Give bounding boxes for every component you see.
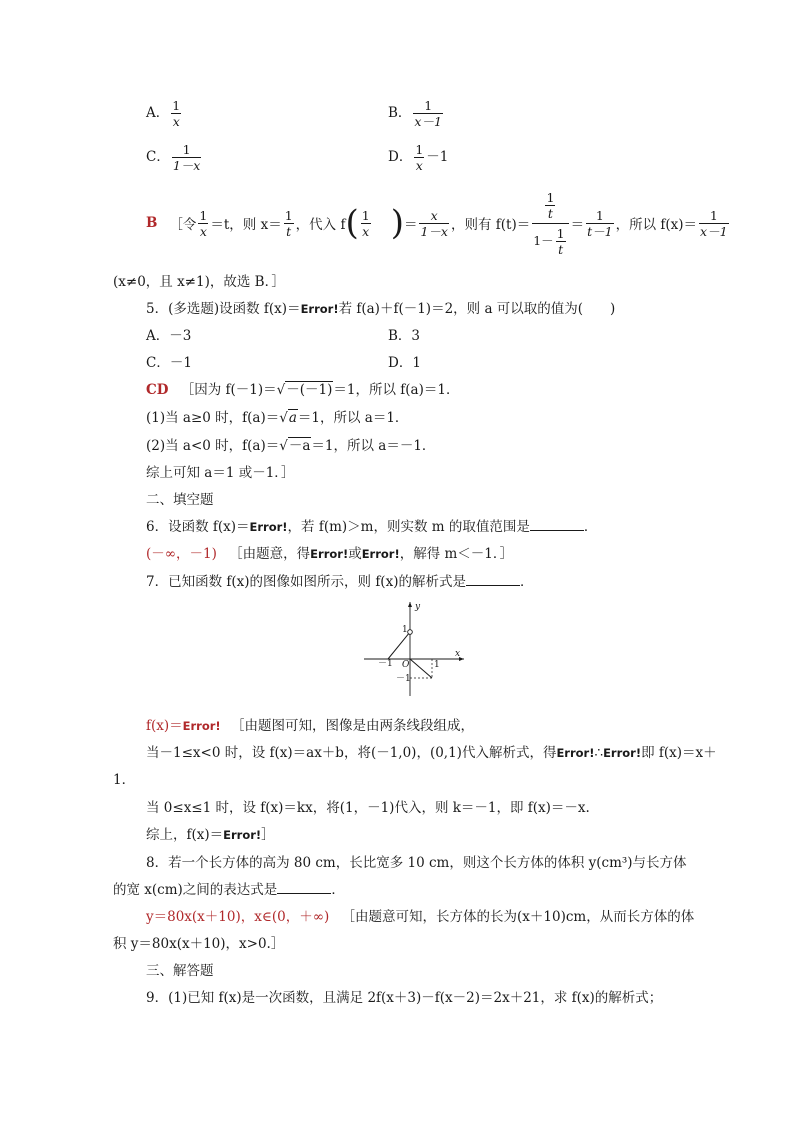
q4-option-b: B． $\frac{1}{x-1}$ <box>388 98 442 129</box>
q8-stem-line2: 的宽 x(cm)之间的表达式是 ． <box>113 882 345 898</box>
q4-option-c: C． $\frac{1}{1-x}$ <box>146 142 201 173</box>
q5-answer-line1: CD ［因为 f(－1)＝√－(－1)＝1，所以 f(a)＝1． <box>146 382 460 398</box>
q6-answer: (－∞，－1) ［由题意，得Error!或Error!，解得 m＜－1．］ <box>146 546 514 562</box>
answer-letter: B <box>146 215 158 231</box>
q6-stem: 6．设函数 f(x)＝Error!，若 f(m)＞m，则实数 m 的取值范围是 ． <box>146 519 598 535</box>
q5-answer-line2: (1)当 a≥0 时，f(a)＝√a＝1，所以 a＝1． <box>146 410 409 426</box>
q5-stem: 5．(多选题)设函数 f(x)＝Error!若 f(a)＋f(－1)＝2，则 a 可以取的值为( ) <box>146 301 616 317</box>
q5-option-d: D．1 <box>388 355 421 371</box>
origin-label: O <box>402 660 410 670</box>
q4-answer: B ［令 $\frac{1}{x}$ ＝t，则 x＝ $\frac{1}{t}$ ，代入 f ( $\frac{1}{x}$ ) ＝ $\frac{x}{1-x}$ ，则有 f(t)＝ $\frac{1}{t}$ 1－ $\frac{1}{t}$ ＝ $\frac{1}{t-1}$ ，所以 f(x)＝ $\frac{1}{x-1}$ <box>146 189 728 257</box>
y-axis-label: y <box>415 602 421 612</box>
tick-label-x1: 1 <box>434 660 440 670</box>
q7-stem: 7．已知函数 f(x)的图像如图所示，则 f(x)的解析式是 ． <box>146 574 534 590</box>
segment-left <box>388 632 410 659</box>
y-axis-arrow-icon <box>408 602 412 607</box>
tick-label-y1: 1 <box>402 625 408 635</box>
tick-label-yneg1: －1 <box>396 674 411 684</box>
q7-answer: f(x)＝Error! ［由题图可知，图像是由两条线段组成， <box>146 718 474 734</box>
section-title-solutions: 三、解答题 <box>146 963 214 979</box>
q7-expl-line4: 综上，f(x)＝Error!］ <box>146 827 275 843</box>
q8-answer: y＝80x(x＋10)，x∈(0，＋∞) ［由题意可知，长方体的长为(x＋10)cm，从而长方体的体 <box>146 909 695 925</box>
answer-letter: CD <box>146 382 169 398</box>
q7-expl-line2-cont: 1． <box>113 772 136 788</box>
q7-expl-line3: 当 0≤x≤1 时，设 f(x)＝kx，将(1，－1)代入，则 k＝－1，即 f(x)＝－x. <box>146 800 590 816</box>
q5-option-b: B．3 <box>388 328 421 344</box>
q4-option-d: D． $\frac{1}{x}$ －1 <box>388 142 449 173</box>
q5-option-c: C．－1 <box>146 355 192 371</box>
q5-answer-line4: 综上可知 a＝1 或－1．］ <box>146 465 295 481</box>
q4-option-a: A． $\frac{1}{x}$ <box>146 98 181 129</box>
q5-answer-line3: (2)当 a<0 时，f(a)＝√－a＝1，所以 a＝－1． <box>146 438 436 454</box>
x-axis-label: x <box>455 649 461 659</box>
answer-blank <box>530 518 584 531</box>
function-graph <box>362 598 467 698</box>
segment-right <box>410 659 432 678</box>
section-title-fill-in: 二、填空题 <box>146 492 214 508</box>
q8-expl-line2: 积 y＝80x(x＋10)，x>0.］ <box>113 936 285 952</box>
tick-label-xneg1: －1 <box>378 659 393 669</box>
q8-stem-line1: 8．若一个长方体的高为 80 cm，长比宽多 10 cm，则这个长方体的体积 y(cm³)与长方体 <box>146 855 687 871</box>
answer-blank <box>277 881 331 894</box>
q4-answer-cont: (x≠0，且 x≠1)，故选 B．］ <box>113 274 285 290</box>
answer-blank <box>466 573 520 586</box>
q5-option-a: A．－3 <box>146 328 192 344</box>
q9-stem: 9．(1)已知 f(x)是一次函数，且满足 2f(x＋3)－f(x－2)＝2x＋21，求 f(x)的解析式； <box>146 990 663 1006</box>
open-point <box>408 630 413 635</box>
q7-expl-line2: 当－1≤x<0 时，设 f(x)＝ax＋b，将(－1,0)，(0,1)代入解析式，得Error!∴Error!即 f(x)＝x＋ <box>146 745 717 761</box>
